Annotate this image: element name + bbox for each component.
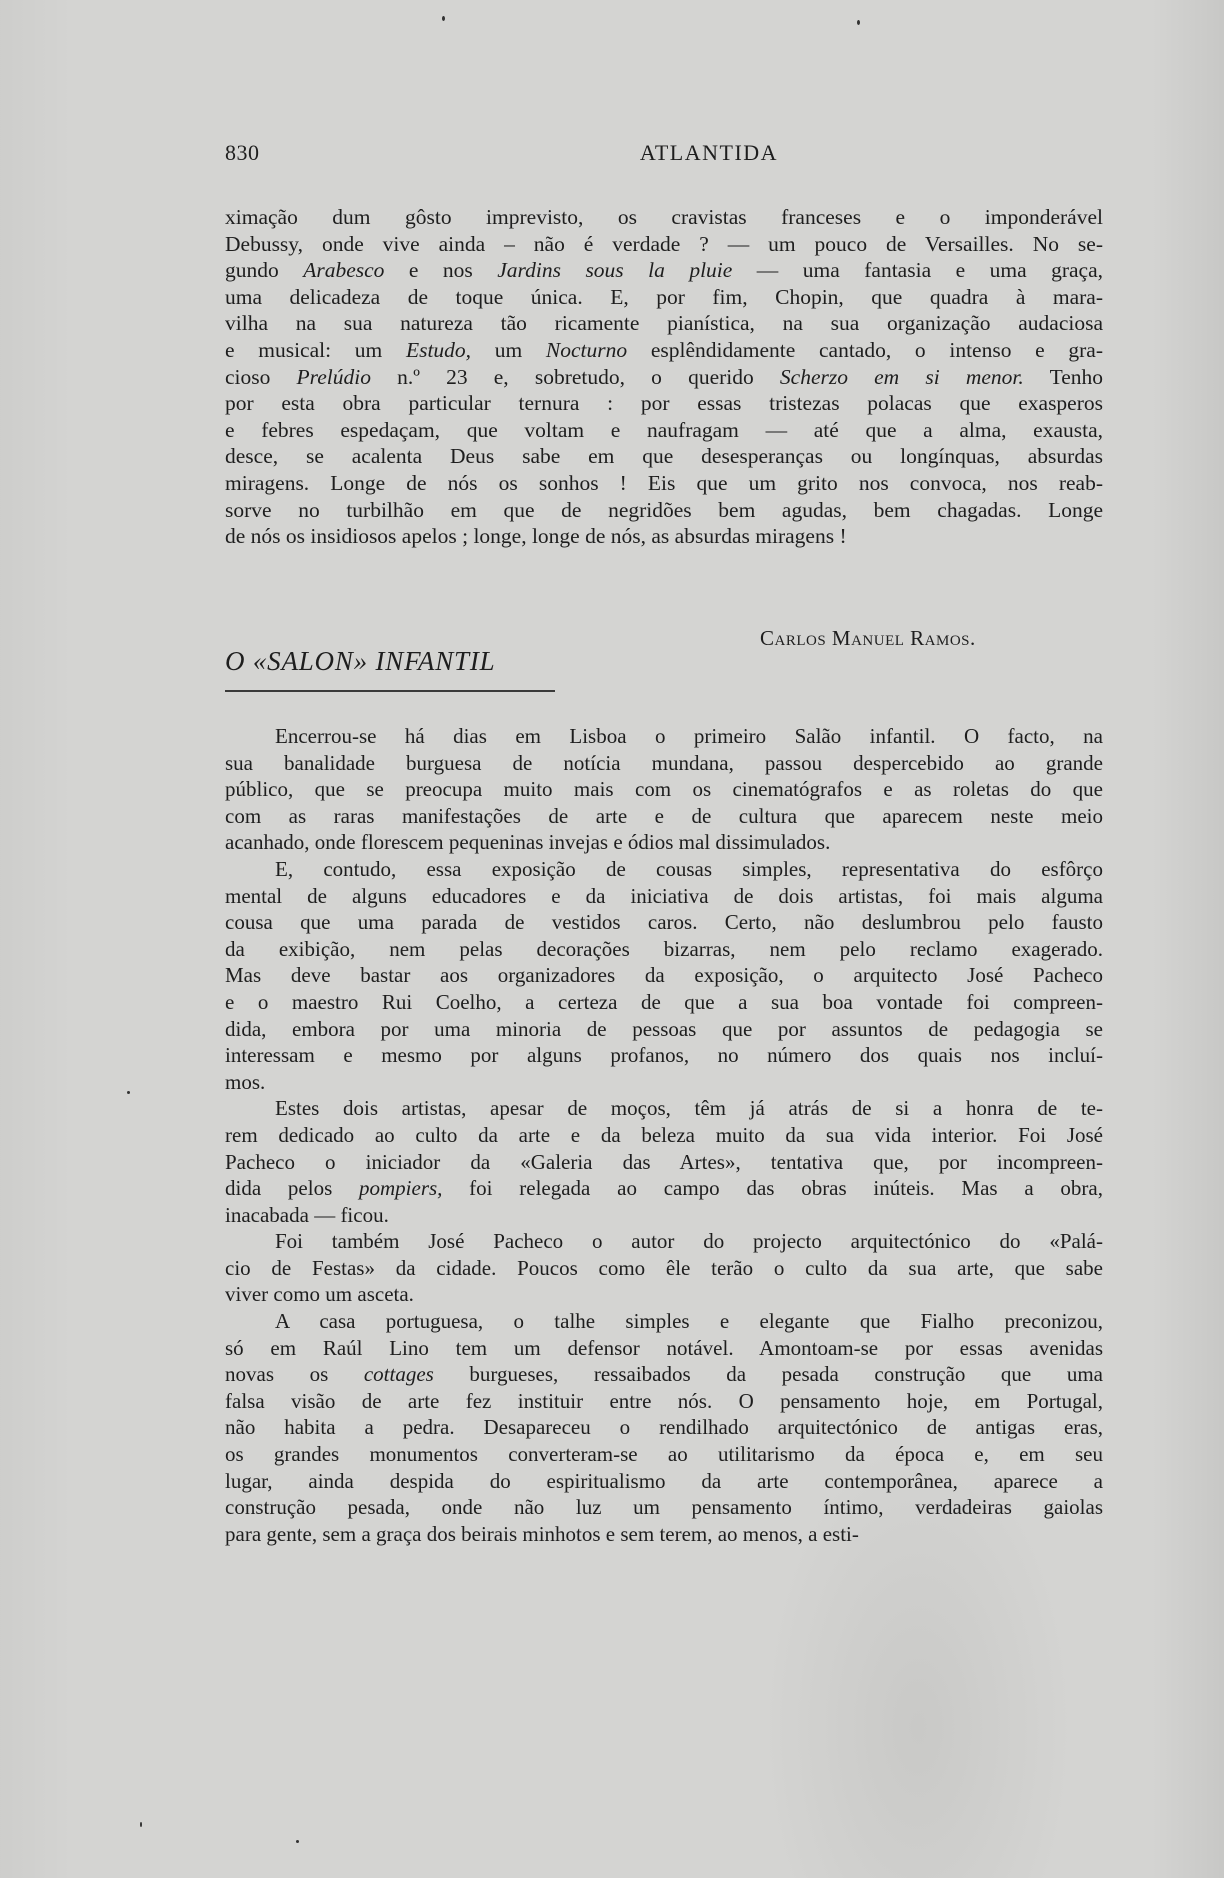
section-title: O «SALON» INFANTIL <box>225 646 496 676</box>
author-signature: Carlos Manuel Ramos. <box>760 626 976 650</box>
text-line: sua banalidade burguesa de notícia mundana, passou despercebido ao grande <box>225 750 1103 775</box>
text-line: miragens. Longe de nós os sonhos ! Eis que um grito nos convoca, nos reab- <box>225 470 1103 495</box>
text-line: público, que se preocupa muito mais com os cinematógrafos e as roletas do que <box>225 777 1103 802</box>
text-line: da exibição, nem pelas decorações bizarras, nem pelo reclamo exagerado. <box>225 936 1103 961</box>
text-line: A casa portuguesa, o talhe simples e elegante que Fialho preconizou, <box>275 1309 1103 1334</box>
text-line: Pacheco o iniciador da «Galeria das Artes», tentativa que, por incompreen- <box>225 1149 1103 1174</box>
text-line: por esta obra particular ternura : por essas tristezas polacas que exasperos <box>225 391 1103 416</box>
text-line: viver como um asceta. <box>225 1282 414 1307</box>
text-line: para gente, sem a graça dos beirais minhotos e sem terem, ao menos, a esti- <box>225 1521 859 1546</box>
title-underline <box>225 690 555 692</box>
text-line: desce, se acalenta Deus sabe em que desesperanças ou longínquas, absurdas <box>225 444 1103 469</box>
text-line: Foi também José Pacheco o autor do projecto arquitectónico do «Palá- <box>275 1229 1103 1254</box>
text-line: cioso Prelúdio n.º 23 e, sobretudo, o querido Scherzo em si menor. Tenho <box>225 364 1103 389</box>
text-line: interessam e mesmo por alguns profanos, no número dos quais nos incluí- <box>225 1043 1103 1068</box>
text-line: dida pelos pompiers, foi relegada ao campo das obras inúteis. Mas a obra, <box>225 1176 1103 1201</box>
text-line: rem dedicado ao culto da arte e da beleza muito da sua vida interior. Foi José <box>225 1122 1103 1147</box>
italic-title: Estudo, <box>405 337 472 362</box>
text-line: Estes dois artistas, apesar de moços, têm já atrás de si a honra de te- <box>275 1096 1103 1121</box>
text-line: E, contudo, essa exposição de cousas simples, representativa do esfôrço <box>275 856 1103 881</box>
text-line: uma delicadeza de toque única. E, por fim, Chopin, que quadra à mara- <box>225 284 1103 309</box>
paper-speck <box>296 1840 299 1843</box>
paper-speck <box>857 20 860 25</box>
text-line: lugar, ainda despida do espiritualismo da arte contemporânea, aparece a <box>225 1468 1103 1493</box>
text-line: mental de alguns educadores e da iniciativa de dois artistas, foi mais alguma <box>225 883 1103 908</box>
running-head <box>225 140 1103 170</box>
text-line: sorve no turbilhão em que de negridões bem agudas, bem chagadas. Longe <box>225 497 1103 522</box>
text-line: gundo Arabesco e nos Jardins sous la pluie — uma fantasia e uma graça, <box>225 258 1103 283</box>
first-article-body <box>225 204 1103 550</box>
text-line: inacabada — ficou. <box>225 1202 389 1227</box>
text-line: cio de Festas» da cidade. Poucos como êle terão o culto da sua arte, que sabe <box>225 1255 1103 1280</box>
text-line: Encerrou-se há dias em Lisboa o primeiro Salão infantil. O facto, na <box>275 724 1103 748</box>
page-number: 830 <box>225 140 260 165</box>
text-line: novas os cottages burgueses, ressaibados da pesada construção que uma <box>225 1362 1103 1387</box>
italic-title: Arabesco <box>303 258 385 283</box>
text-line: Debussy, onde vive ainda – não é verdade ? — um pouco de Versailles. No se- <box>225 231 1103 256</box>
italic-title: Jardins sous la pluie <box>497 258 733 283</box>
text-line: vilha na sua natureza tão ricamente pianística, na sua organização audaciosa <box>225 311 1103 336</box>
text-line: dida, embora por uma minoria de pessoas que por assuntos de pedagogia se <box>225 1016 1103 1041</box>
text-line: acanhado, onde florescem pequeninas invejas e ódios mal dissimulados. <box>225 830 831 855</box>
text-line: e musical: um Estudo, um Nocturno esplêndidamente cantado, o intenso e gra- <box>225 337 1103 362</box>
text-line: cousa que uma parada de vestidos caros. Certo, não deslumbrou pelo fausto <box>225 910 1103 935</box>
text-line: e febres espedaçam, que voltam e naufragam — até que a alma, exausta, <box>225 417 1103 442</box>
italic-title: pompiers, <box>359 1176 443 1201</box>
text-line: construção pesada, onde não luz um pensamento íntimo, verdadeiras gaiolas <box>225 1495 1103 1520</box>
text-line: e o maestro Rui Coelho, a certeza de que a sua boa vontade foi compreen- <box>225 989 1103 1014</box>
italic-title: Scherzo em si menor. <box>779 364 1024 389</box>
text-line: falsa visão de arte fez instituir entre nós. O pensamento hoje, em Portugal, <box>225 1388 1103 1413</box>
text-line: os grandes monumentos converteram-se ao utilitarismo da época e, em seu <box>225 1442 1103 1467</box>
text-line: com as raras manifestações de arte e de cultura que aparecem neste meio <box>225 803 1103 828</box>
text-line: só em Raúl Lino tem um defensor notável. Amontoam-se por essas avenidas <box>225 1335 1103 1360</box>
paper-speck <box>127 1091 130 1094</box>
italic-title: cottages <box>363 1362 434 1387</box>
paper-speck <box>140 1822 142 1827</box>
text-line: mos. <box>225 1069 266 1094</box>
paper-speck <box>442 16 445 21</box>
journal-title: ATLANTIDA <box>639 140 779 165</box>
text-line: ximação dum gôsto imprevisto, os cravistas franceses e o imponderável <box>225 205 1103 229</box>
second-article-body <box>225 723 1103 1547</box>
text-line: Mas deve bastar aos organizadores da exposição, o arquitecto José Pacheco <box>225 963 1103 988</box>
text-line: não habita a pedra. Desapareceu o rendilhado arquitectónico de antigas eras, <box>225 1415 1103 1440</box>
italic-title: Prelúdio <box>296 364 371 389</box>
italic-title: Nocturno <box>545 337 628 362</box>
text-line: de nós os insidiosos apelos ; longe, longe de nós, as absurdas miragens ! <box>225 524 847 549</box>
